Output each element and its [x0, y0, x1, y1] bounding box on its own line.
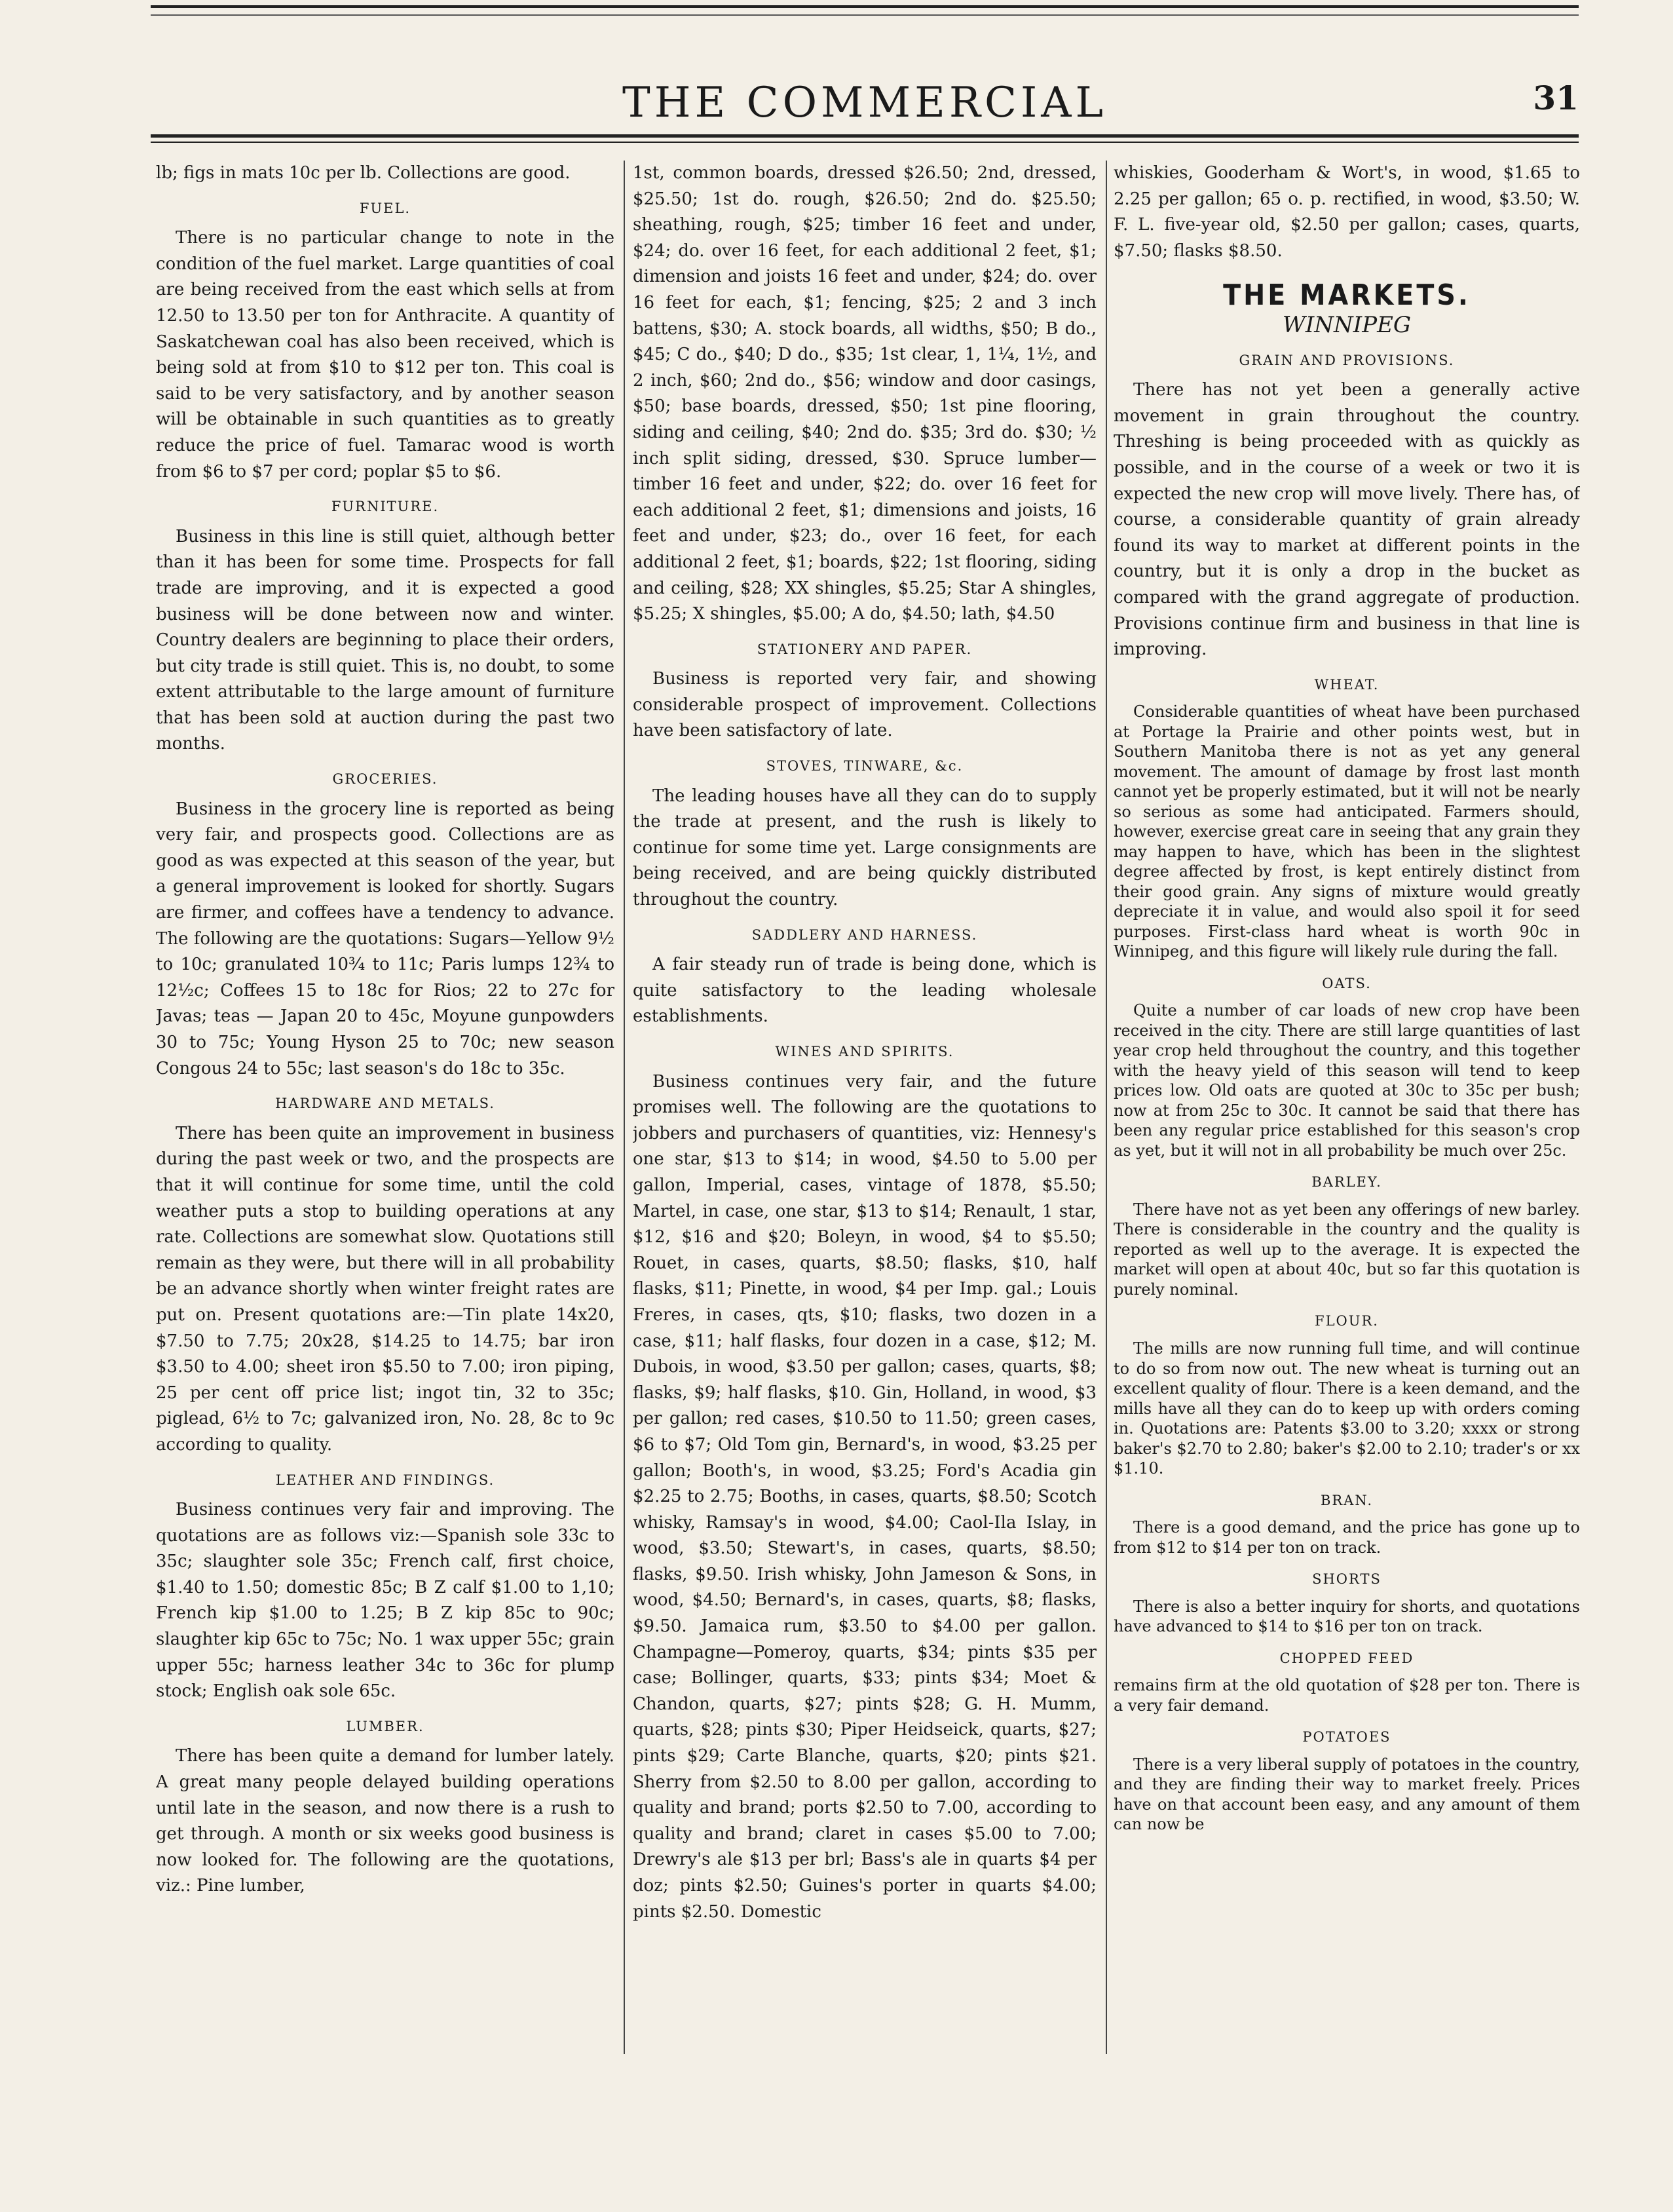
column-3 [1114, 161, 1580, 2074]
furniture-paragraph: Business in this line is still quiet, although better than it has been for some time. Prospects for fall trade are improving, and it is expected a good business will be done between now and winter. Country dealers are beginning to place their orders, but city trade is still quiet. This is, no doubt, to some extent attributable to the large amount of furniture that has been sold at auction during the past two months. [156, 526, 614, 754]
markets-title: THE MARKETS. [1223, 278, 1471, 313]
figs-continued: lb; figs in mats 10c per lb. Collections are good. [156, 163, 571, 183]
saddlery-heading: SADDLERY AND HARNESS. [751, 926, 978, 943]
groceries-heading: GROCERIES. [332, 771, 438, 788]
publication-title: THE COMMERCIAL [622, 79, 1107, 127]
groceries-paragraph: Business in the grocery line is reported as being very fair, and prospects good. Collections are as good as was expected at this season of the year, but a general improvement is looked for shortly. Sugars are firmer, and coffees have a tendency to advance. The following are the quotations: Sugars—Yellow 9½ to 10c; granulated 10¾ to 11c; Paris lumps 12¾ to 12½c; Coffees 15 to 18c for Rios; 22 to 27c for Javas; teas — Japan 20 to 45c, Moyune gunpowders 30 to 75c; Young Hyson 25 to 70c; new season Congous 24 to 55c; last season's do 18c to 35c. [156, 799, 614, 1078]
stationery-heading: STATIONERY AND PAPER. [757, 641, 973, 657]
oats-heading: OATS. [1322, 975, 1372, 991]
shorts-heading: SHORTS [1312, 1571, 1382, 1588]
bran-paragraph: There is a good demand, and the price has gone up to from $12 to $14 per ton on track. [1114, 1518, 1580, 1557]
grain-paragraph: There has not yet been a generally active movement in grain throughout the country. Threshing is being proceeded with as quickly as possible, and in the course of a week or two it is expected the new crop will move lively. There has, of course, a considerable quantity of grain already found its way to market at different points in the country, but it is only a drop in the bucket as compared with the grand aggregate of production. Provisions continue firm and business in that line is improving. [1114, 380, 1580, 660]
saddlery-paragraph: A fair steady run of trade is being done, which is quite satisfactory to the leading wholesale establishments. [633, 955, 1097, 1027]
hardware-paragraph: There has been quite an improvement in business during the past week or two, and the prospects are that it will continue for some time, until the cold weather puts a stop to building operations at any rate. Collections are somewhat slow. Quotations still remain as they were, but there will in all probability be an advance shortly when winter freight rates are put on. Present quotations are:—Tin plate 14x20, $7.50 to 7.75; 20x28, $14.25 to 14.75; bar iron $3.50 to 4.00; sheet iron $5.50 to 7.00; iron piping, 25 per cent off price list; ingot tin, 32 to 35c; piglead, 6½ to 7c; galvanized iron, No. 28, 8c to 9c according to quality. [156, 1123, 614, 1455]
barley-heading: BARLEY. [1311, 1174, 1382, 1191]
hardware-heading: HARDWARE AND METALS. [275, 1096, 495, 1112]
lumber-paragraph: There has been quite a demand for lumber lately. A great many people delayed building operations until late in the season, and now there is a rush to get through. A month or six weeks good business is now looked for. The following are the quotations, viz.: Pine lumber, [156, 1746, 614, 1896]
fuel-heading: FUEL. [359, 200, 411, 216]
column-divider-1 [624, 161, 625, 2054]
stoves-heading: STOVES, TINWARE, &c. [766, 758, 964, 774]
column-2 [633, 161, 1097, 2074]
stationery-paragraph: Business is reported very fair, and showing considerable prospect of improvement. Collections have been satisfactory of late. [633, 669, 1097, 741]
flour-paragraph: The mills are now running full time, and will continue to do so from now out. The new wheat is turning out an excellent quality of flour. There is a keen demand, and the mills have all they can do to keep up with orders coming in. Quotations are: Patents $3.00 to 3.20; xxxx or strong baker's $2.70 to 2.80; baker's $2.00 to 2.10; trader's or xx $1.10. [1114, 1339, 1580, 1478]
chopped-feed-paragraph: remains firm at the old quotation of $28 per ton. There is a very fair demand. [1114, 1676, 1580, 1715]
top-rule-thin [151, 14, 1579, 16]
column-divider-2 [1106, 161, 1107, 2054]
furniture-heading: FURNITURE. [331, 499, 440, 515]
wines-heading: WINES AND SPIRITS. [775, 1044, 954, 1059]
potatoes-heading: POTATOES [1302, 1729, 1391, 1745]
stoves-paragraph: The leading houses have all they can do to supply the trade at present, and the rush is likely to continue for some time yet. Large consignments are being received, and are being quickly distributed throughout the country. [633, 786, 1097, 910]
oats-paragraph: Quite a number of car loads of new crop have been received in the city. There are still large quantities of last year crop held throughout the country, and this together with the heavy yield of this season will tend to keep prices low. Old oats are quoted at 30c to 35c per bush; now at from 25c to 30c. It cannot be said that there has been any regular price established for this season's crop as yet, but it will not in all probability be much over 25c. [1114, 1001, 1580, 1160]
wheat-paragraph: Considerable quantities of wheat have been purchased at Portage la Prairie and other points west, but in Southern Manitoba there is not as yet any general movement. The amount of damage by frost last month cannot yet be properly estimated, but it will not be nearly so serious as some had anticipated. Farmers should, however, exercise great care in seeing that any grain they may happen to have, which has been in the slightest degree affected by frost, is kept entirely distinct from their good grain. Any signs of mixture would greatly depreciate it in value, and would also spoil it for seed purposes. First-class hard wheat is worth 90c in Winnipeg, and this figure will likely rule during the fall. [1114, 702, 1580, 961]
chopped-feed-heading: CHOPPED FEED [1279, 1650, 1414, 1666]
page-number: 31 [1533, 79, 1579, 117]
masthead [151, 79, 1579, 138]
flour-heading: FLOUR. [1315, 1313, 1379, 1329]
barley-paragraph: There have not as yet been any offerings of new barley. There is considerable in the country and the quality is reported as well up to the average. It is expected the market will open at about 40c, but so far this quotation is purely nominal. [1114, 1200, 1580, 1299]
grain-heading: GRAIN AND PROVISIONS. [1239, 352, 1455, 368]
bran-heading: BRAN. [1320, 1492, 1374, 1508]
potatoes-paragraph: There is a very liberal supply of potatoes in the country, and they are finding their way to market freely. Prices have on that account been easy, and any amount of them can now be [1114, 1755, 1580, 1834]
lumber-continued: 1st, common boards, dressed $26.50; 2nd, dressed, $25.50; 1st do. rough, $26.50; 2nd do. $25.50; sheathing, rough, $25; timber 16 feet and under, $24; do. over 16 feet, for each additional 2 feet, $1; dimension and joists 16 feet and under, $24; do. over 16 feet for each, $1; fencing, $25; 2 and 3 inch battens, $30; A. stock boards, all widths, $50; B do., $45; C do., $40; D do., $35; 1st clear, 1, 1¼, 1½, and 2 inch, $60; 2nd do., $56; window and door casings, $50; base boards, dressed, $50; 1st pine flooring, siding and ceiling, $40; 2nd do. $35; 3rd do. $30; ½ inch split siding, dressed, $30. Spruce lumber—timber 16 feet and under, $22; do. over 16 feet for each additional 2 feet, $1; dimensions and joists, 16 feet and under, $23; do., over 16 feet, for each additional 2 feet, $1; boards, $22; 1st flooring, siding and ceiling, $28; XX shingles, $5.25; Star A shingles, $5.25; X shingles, $5.00; A do, $4.50; lath, $4.50 [633, 163, 1097, 624]
fuel-paragraph: There is no particular change to note in the condition of the fuel market. Large quantities of coal are being received from the east which sells at from 12.50 to 13.50 per ton for Anthracite. A quantity of Saskatchewan coal has also been received, which is being sold at from $10 to $12 per ton. This coal is said to be very satisfactory, and by another season will be obtainable in such quantities as to greatly reduce the price of fuel. Tamarac wood is worth from $6 to $7 per cord; poplar $5 to $6. [156, 228, 614, 482]
column-1 [156, 161, 614, 2074]
top-rule [151, 5, 1579, 8]
masthead-rule-thin [151, 142, 1579, 143]
wheat-heading: WHEAT. [1314, 676, 1380, 693]
shorts-paragraph: There is also a better inquiry for shorts, and quotations have advanced to $14 to $16 per ton on track. [1114, 1597, 1580, 1636]
leather-paragraph: Business continues very fair and improving. The quotations are as follows viz:—Spanish sole 33c to 35c; slaughter sole 35c; French calf, first choice, $1.40 to 1.50; domestic 85c; B Z calf $1.00 to 1,10; French kip $1.00 to 1.25; B Z kip 85c to 90c; slaughter kip 65c to 75c; No. 1 wax upper 55c; grain upper 55c; harness leather 34c to 36c for plump stock; English oak sole 65c. [156, 1500, 614, 1702]
wines-continued: whiskies, Gooderham & Wort's, in wood, $1.65 to 2.25 per gallon; 65 o. p. rectified, in wood, $3.50; W. F. L. five-year old, $2.50 per gallon; cases, quarts, $7.50; flasks $8.50. [1114, 163, 1580, 261]
lumber-heading: LUMBER. [346, 1718, 424, 1734]
masthead-rule [151, 134, 1579, 138]
leather-heading: LEATHER AND FINDINGS. [275, 1472, 495, 1488]
wines-paragraph: Business continues very fair, and the future promises well. The following are the quotations to jobbers and purchasers of quantities, viz: Hennesy's one star, $13 to $14; in wood, $4.50 to 5.00 per gallon, Imperial, cases, vintage of 1878, $5.50; Martel, in case, one star, $13 to $14; Renault, 1 star, $12, $16 and $20; Boleyn, in wood, $4 to $5.50; Rouet, in cases, quarts, $8.50; flasks, $10, half flasks, $11; Pinette, in wood, $4 per Imp. gal.; Louis Freres, in cases, qts, $10; flasks, two dozen in a case, $11; half flasks, four dozen in a case, $12; M. Dubois, in wood, $3.50 per gallon; cases, quarts, $8; flasks, $9; half flasks, $10. Gin, Holland, in wood, $3 per gallon; red cases, $10.50 to 11.50; green cases, $6 to $7; Old Tom gin, Bernard's, in wood, $3.25 per gallon; Booth's, in wood, $3.25; Ford's Acadia gin $2.25 to 2.75; Booths, in cases, quarts, $8.50; Scotch whisky, Ramsay's in wood, $4.00; Caol-Ila Islay, in wood, $3.50; Stewart's, in cases, quarts, $8.50; flasks, $9.50. Irish whisky, John Jameson & Sons, in wood, $4.50; Bernard's, in cases, quarts, $8; flasks, $9.50. Jamaica rum, $3.50 to $4.00 per gallon. Champagne—Pomeroy, quarts, $34; pints $35 per case; Bollinger, quarts, $33; pints $34; Moet & Chandon, quarts, $27; pints $28; G. H. Mumm, quarts, $28; pints $30; Piper Heidseick, quarts, $27; pints $29; Carte Blanche, quarts, $20; pints $21. Sherry from $2.50 to 8.00 per gallon, according to quality and brand; ports $2.50 to 7.00, according to quality and brand; claret in cases $5.00 to 7.00; Drewry's ale $13 per brl; Bass's ale in quarts $4 per doz; pints $2.50; Guines's porter in quarts $4.00; pints $2.50. Domestic [633, 1071, 1097, 1922]
city-heading: WINNIPEG [1282, 311, 1412, 338]
